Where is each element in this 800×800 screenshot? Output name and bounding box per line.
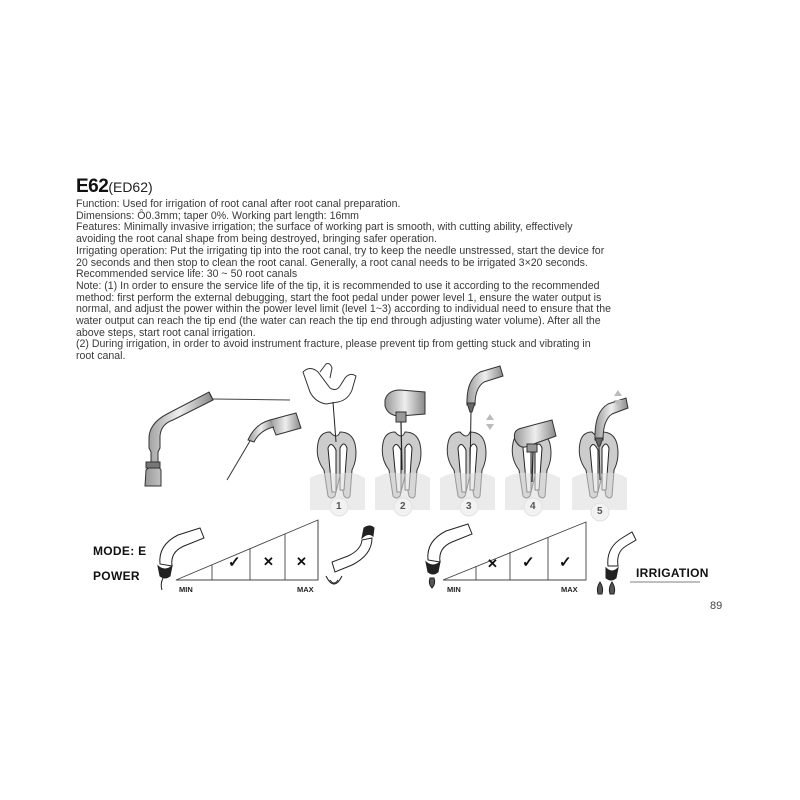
step-number: 5 xyxy=(597,506,603,517)
text-line: Note: (1) In order to ensure the service life of the tip, it is recommended to use it according to the recommended xyxy=(76,279,600,292)
text-line: (2) During irrigation, in order to avoid instrument fracture, please prevent tip from getting stuck and vibrating in xyxy=(76,338,591,351)
text-line: Features: Minimally invasive irrigation; the surface of working part is smooth, with cutting ability, effectively xyxy=(76,221,573,234)
text-line: Function: Used for irrigation of root canal after root canal preparation. xyxy=(76,198,401,210)
power-label: POWER xyxy=(93,569,140,583)
handpiece-max-icon xyxy=(326,526,374,584)
hand-icon xyxy=(303,364,356,443)
tip-illustration-large xyxy=(145,392,290,486)
handpiece-min-icon xyxy=(158,528,204,590)
check-mark: ✓ xyxy=(559,554,572,571)
handpiece-irrigation-icon xyxy=(597,532,636,594)
min-label: MIN xyxy=(179,585,193,594)
min-label: MIN xyxy=(447,585,461,594)
tip-model: E62 xyxy=(76,176,109,197)
text-line: Irrigating operation: Put the irrigating tip into the root canal, try to keep the needle unstressed, start the device for xyxy=(76,244,605,257)
step-number: 4 xyxy=(530,501,536,512)
text-line: root canal. xyxy=(76,350,126,363)
page-number: 89 xyxy=(710,600,723,612)
text-line: Dimensions: Ô0.3mm; taper 0%. Working part length: 16mm xyxy=(76,209,360,222)
cross-mark: ✕ xyxy=(263,554,274,569)
up-arrow-icon xyxy=(486,414,494,420)
check-mark: ✓ xyxy=(522,554,535,571)
cross-mark: ✕ xyxy=(487,556,498,571)
mode-label: MODE: E xyxy=(93,544,147,558)
text-line: method: first perform the external debugging, start the foot pedal under power level 1, ensure the water output is xyxy=(76,291,602,304)
irrigation-label: IRRIGATION xyxy=(636,566,709,580)
text-line: avoiding the root canal shape from being destroyed, bringing safer operation. xyxy=(76,233,438,246)
text-line: above steps, start root canal irrigation. xyxy=(76,326,256,339)
tip-alt-model: (ED62) xyxy=(108,179,153,195)
max-label: MAX xyxy=(561,585,578,594)
step-number: 2 xyxy=(400,501,406,512)
text-line: 20 seconds and then stop to clean the root canal. Generally, a root canal needs to be irrigated 3×20 seconds. xyxy=(76,256,588,269)
check-mark: ✓ xyxy=(228,554,241,571)
tip-illustration-needle xyxy=(227,413,301,480)
down-arrow-icon xyxy=(486,424,494,430)
step-number: 3 xyxy=(466,501,472,512)
cross-mark: ✕ xyxy=(296,554,307,569)
step-number: 1 xyxy=(336,501,342,512)
max-label: MAX xyxy=(297,585,314,594)
handpiece-min-icon-2 xyxy=(426,524,472,588)
text-line: Recommended service life: 30 ~ 50 root canals xyxy=(76,268,298,281)
text-line: normal, and adjust the power within the power level limit (level 1~3) according to individual need to ensure that the xyxy=(76,303,611,316)
text-line: water output can reach the tip end (the water can reach the tip end through adjusting water volume). After all the xyxy=(76,315,601,328)
